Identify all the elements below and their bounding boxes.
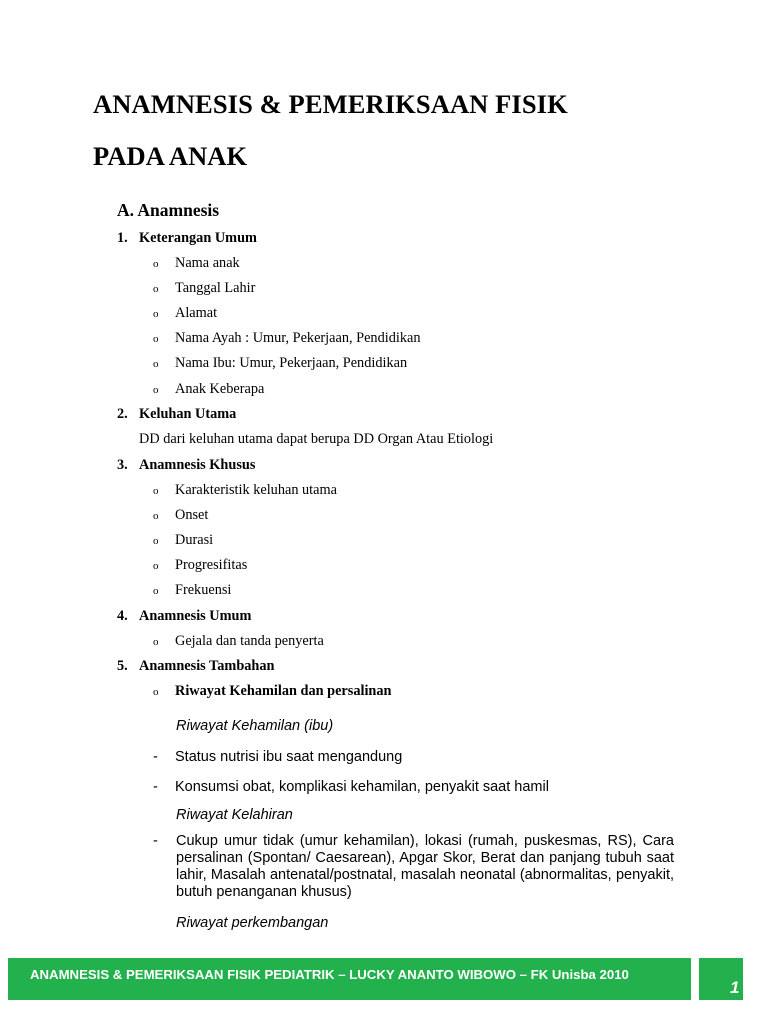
list-item: o Riwayat Kehamilan dan persalinan [153, 683, 392, 699]
footer-bar [8, 958, 691, 1000]
bullet-icon: o [153, 384, 159, 396]
subheading-riwayat-kehamilan: Riwayat Kehamilan (ibu) [176, 718, 334, 734]
list-item: o Gejala dan tanda penyerta [153, 633, 324, 649]
title-line-1: ANAMNESIS & PEMERIKSAAN FISIK [93, 89, 568, 119]
list-item: o Anak Keberapa [153, 381, 265, 397]
dash-marker: - [153, 779, 158, 795]
dash-marker: - [153, 749, 158, 765]
footer-text: ANAMNESIS & PEMERIKSAAN FISIK PEDIATRIK – LUCKY ANANTO WIBOWO – FK Unisba 2010 [30, 967, 629, 982]
list-item: o Nama anak [153, 255, 240, 271]
numbered-item-anamnesis-khusus [117, 456, 255, 474]
list-item: o Alamat [153, 305, 218, 321]
subheading-riwayat-kelahiran: Riwayat Kelahiran [176, 807, 293, 823]
numbered-item-keluhan-utama [117, 405, 236, 423]
list-item: o Tanggal Lahir [153, 280, 256, 296]
subheading-riwayat-perkembangan: Riwayat perkembangan [176, 915, 329, 931]
paragraph-keluhan-utama: DD dari keluhan utama dapat berupa DD Organ Atau Etiologi [139, 431, 494, 447]
item-label: Anamnesis Khusus [139, 457, 256, 473]
bullet-icon: o [153, 485, 159, 497]
bullet-icon: o [153, 283, 159, 295]
page-title [93, 78, 713, 182]
item-label: Keterangan Umum [139, 230, 257, 246]
bullet-icon: o [153, 258, 159, 270]
bullet-icon: o [153, 686, 159, 698]
list-item: o Nama Ibu: Umur, Pekerjaan, Pendidikan [153, 355, 408, 371]
bullet-icon: o [153, 358, 159, 370]
item-number: 3. [117, 457, 128, 473]
bullet-icon: o [153, 333, 159, 345]
item-number: 5. [117, 658, 128, 674]
item-label: Anamnesis Tambahan [139, 658, 275, 674]
dash-marker: - [153, 833, 158, 849]
numbered-item-anamnesis-umum [117, 607, 251, 625]
list-item: o Nama Ayah : Umur, Pekerjaan, Pendidikan [153, 330, 421, 346]
bullet-icon: o [153, 308, 159, 320]
list-item: o Karakteristik keluhan utama [153, 482, 337, 498]
dash-list-item: - Status nutrisi ibu saat mengandung [153, 749, 403, 765]
item-number: 4. [117, 608, 128, 624]
bullet-icon: o [153, 636, 159, 648]
item-number: 1. [117, 230, 128, 246]
list-item: o Progresifitas [153, 557, 248, 573]
page-number: 1 [730, 978, 740, 997]
item-label: Keluhan Utama [139, 406, 237, 422]
item-number: 2. [117, 406, 128, 422]
bullet-icon: o [153, 510, 159, 522]
bullet-icon: o [153, 535, 159, 547]
page-number-box [699, 958, 743, 1000]
paragraph-riwayat-kelahiran: Cukup umur tidak (umur kehamilan), lokasi (rumah, puskesmas, RS), Cara persalinan (Spontan/ Caesarean), Apgar Skor, Berat dan panjang tubuh saat lahir, Masalah antenatal/postnatal, masalah neonatal (abnormalitas, penyakit, butuh penanganan khusus) [176, 833, 674, 900]
section-heading-anamnesis: A. Anamnesis [117, 200, 220, 220]
numbered-item-keterangan-umum [117, 229, 257, 247]
list-item: o Onset [153, 507, 209, 523]
list-item: o Durasi [153, 532, 214, 548]
dash-list-item: - Konsumsi obat, komplikasi kehamilan, penyakit saat hamil [153, 779, 549, 795]
numbered-item-anamnesis-tambahan [117, 657, 274, 675]
list-item: o Frekuensi [153, 582, 232, 598]
bullet-icon: o [153, 560, 159, 572]
item-label: Anamnesis Umum [139, 608, 252, 624]
bullet-icon: o [153, 585, 159, 597]
title-line-2: PADA ANAK [93, 141, 248, 171]
